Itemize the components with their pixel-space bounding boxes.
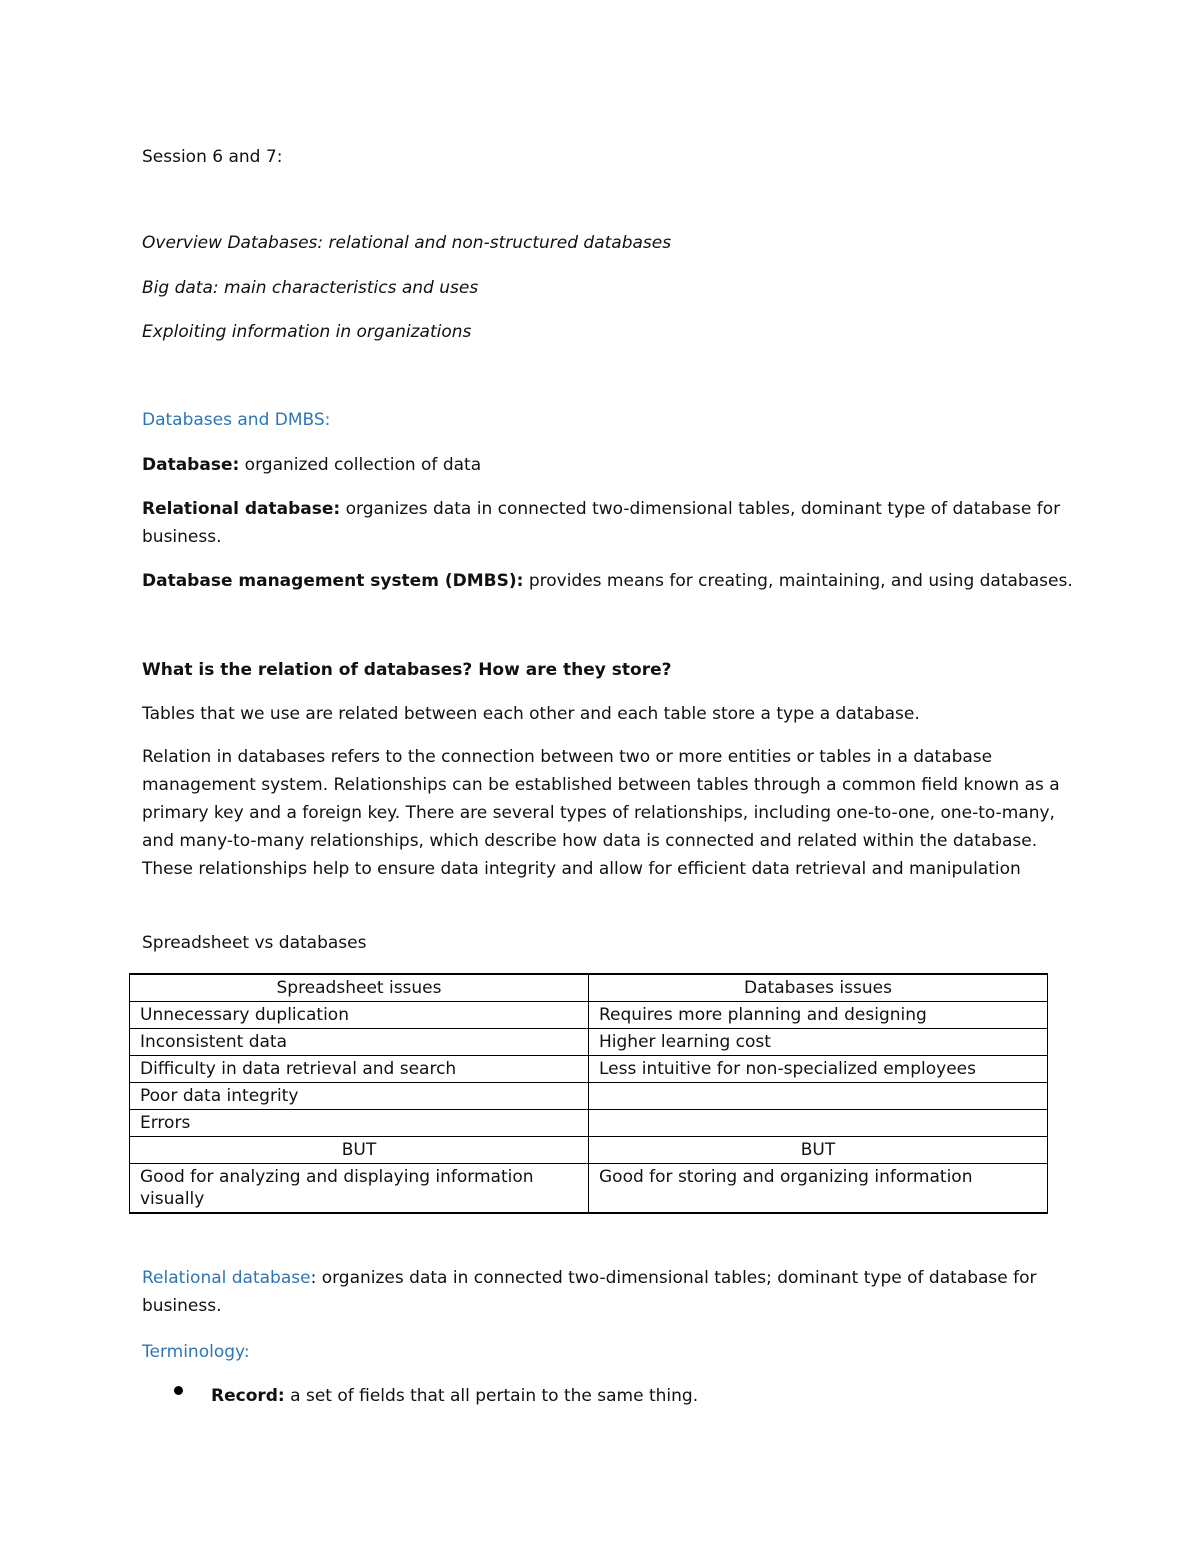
bullet-icon	[174, 1386, 183, 1395]
table-header-cell: Spreadsheet issues	[130, 974, 589, 1002]
definition-term: Database management system (DMBS):	[142, 571, 524, 591]
bullet-term: Record:	[211, 1386, 285, 1406]
table-cell: Good for analyzing and displaying information visually	[130, 1164, 589, 1214]
table-cell: Errors	[130, 1110, 589, 1137]
table-cell: Good for storing and organizing information	[589, 1164, 1048, 1214]
table-header-row	[130, 974, 1048, 1002]
table-but-row	[130, 1137, 1048, 1164]
table-row	[130, 1110, 1048, 1137]
table-cell: BUT	[130, 1137, 589, 1164]
table-final-row	[130, 1164, 1048, 1214]
definition-term: Database:	[142, 455, 240, 475]
table-row	[130, 1002, 1048, 1029]
definition-term: Relational database:	[142, 499, 341, 519]
definition-dbms	[142, 570, 1073, 592]
topic-item: Exploiting information in organizations	[142, 322, 472, 342]
definition-database	[142, 454, 481, 476]
table-cell: Higher learning cost	[589, 1029, 1048, 1056]
table-cell: Unnecessary duplication	[130, 1002, 589, 1029]
topic-item: Big data: main characteristics and uses	[142, 278, 479, 298]
table-cell	[589, 1110, 1048, 1137]
table-cell	[589, 1083, 1048, 1110]
definition-text: organizes data in connected two-dimensional tables, dominant type of database for business.	[142, 499, 1061, 547]
table-row	[130, 1056, 1048, 1083]
table-cell: Difficulty in data retrieval and search	[130, 1056, 589, 1083]
definition-term: Relational database	[142, 1268, 311, 1288]
table-header-cell: Databases issues	[589, 974, 1048, 1002]
topic-item: Overview Databases: relational and non-structured databases	[142, 233, 672, 253]
definition-text: organized collection of data	[239, 455, 482, 475]
question-text: What is the relation of databases? How are they store?	[142, 660, 672, 680]
terminology-heading: Terminology:	[142, 1342, 250, 1362]
definition-relational	[142, 495, 1062, 551]
table-cell: Poor data integrity	[130, 1083, 589, 1110]
section-heading: Databases and DMBS:	[142, 410, 331, 430]
bullet-item	[211, 1385, 698, 1407]
paragraph-relation: Relation in databases refers to the connection between two or more entities or tables in a database management system. Relationships can be established between tables through a common field known as a primary key and a foreign key. There are several types of relationships, including one-to-one, one-to-many, and many-to-many relationships, which describe how data is connected and related within the database. These relationships help to ensure data integrity and allow for efficient data retrieval and manipulation	[142, 747, 1060, 879]
table-row	[130, 1029, 1048, 1056]
relational-definition	[142, 1264, 1062, 1320]
table-cell: Less intuitive for non-specialized employees	[589, 1056, 1048, 1083]
comparison-table	[129, 973, 1048, 1214]
paragraph: Tables that we use are related between each other and each table store a type a database.	[142, 704, 920, 724]
table-cell: Inconsistent data	[130, 1029, 589, 1056]
table-cell: Requires more planning and designing	[589, 1002, 1048, 1029]
bullet-text: a set of fields that all pertain to the same thing.	[284, 1386, 699, 1406]
session-title: Session 6 and 7:	[142, 147, 283, 167]
table-caption: Spreadsheet vs databases	[142, 933, 367, 953]
table-row	[130, 1083, 1048, 1110]
section-question	[142, 659, 672, 681]
table-cell: BUT	[589, 1137, 1048, 1164]
definition-text: : organizes data in connected two-dimensional tables; dominant type of database for business.	[142, 1268, 1037, 1316]
definition-text: provides means for creating, maintaining, and using databases.	[523, 571, 1073, 591]
